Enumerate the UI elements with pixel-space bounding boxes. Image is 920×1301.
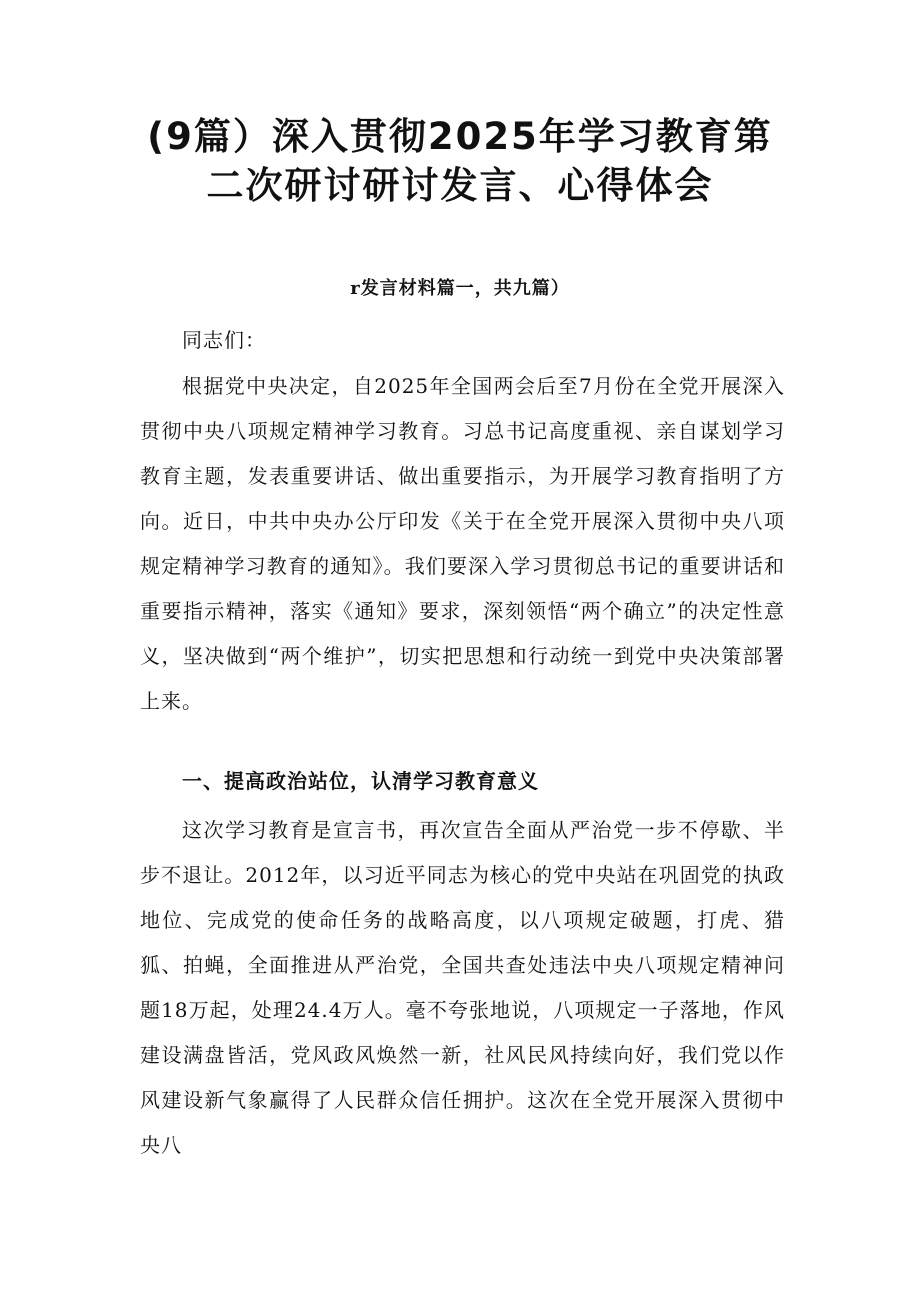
section-heading-1: 一、提高政治站位，认清学习教育意义	[182, 769, 539, 793]
document-title-line-1: (9篇）深入贯彻2025年学习教育第	[147, 115, 773, 158]
document-subtitle: r发言材料篇一，共九篇）	[350, 278, 570, 299]
greeting: 同志们：	[182, 328, 266, 352]
paragraph-2: 这次学习教育是宣言书，再次宣告全面从严治党一步不停歇、半步不退让。2012年，以习近平同志为核心的党中央站在巩固党的执政地位、完成党的使命任务的战略高度，以八项规定破题，打虎、猎狐、拍蝇，全面推进从严治党，全国共查处违法中央八项规定精神问题18万起，处理24.4万人。毫不夸张地说，八项规定一子落地，作风建设满盘皆活，党风政风焕然一新，社风民风持续向好，我们党以作风建设新气象赢得了人民群众信任拥护。这次在全党开展深入贯彻中央八	[140, 818, 785, 1157]
document-title-line-2: 二次研讨研讨发言、心得体会	[206, 164, 714, 207]
paragraph-1: 根据党中央决定，自2025年全国两会后至7月份在全党开展深入贯彻中央八项规定精神学习教育。习总书记高度重视、亲自谋划学习教育主题，发表重要讲话、做出重要指示，为开展学习教育指明了方向。近日，中共中央办公厅印发《关于在全党开展深入贯彻中央八项规定精神学习教育的通知》。我们要深入学习贯彻总书记的重要讲话和重要指示精神，落实《通知》要求，深刻领悟“两个确立”的决定性意义，坚决做到“两个维护”，切实把思想和行动统一到党中央决策部署上来。	[140, 374, 785, 713]
